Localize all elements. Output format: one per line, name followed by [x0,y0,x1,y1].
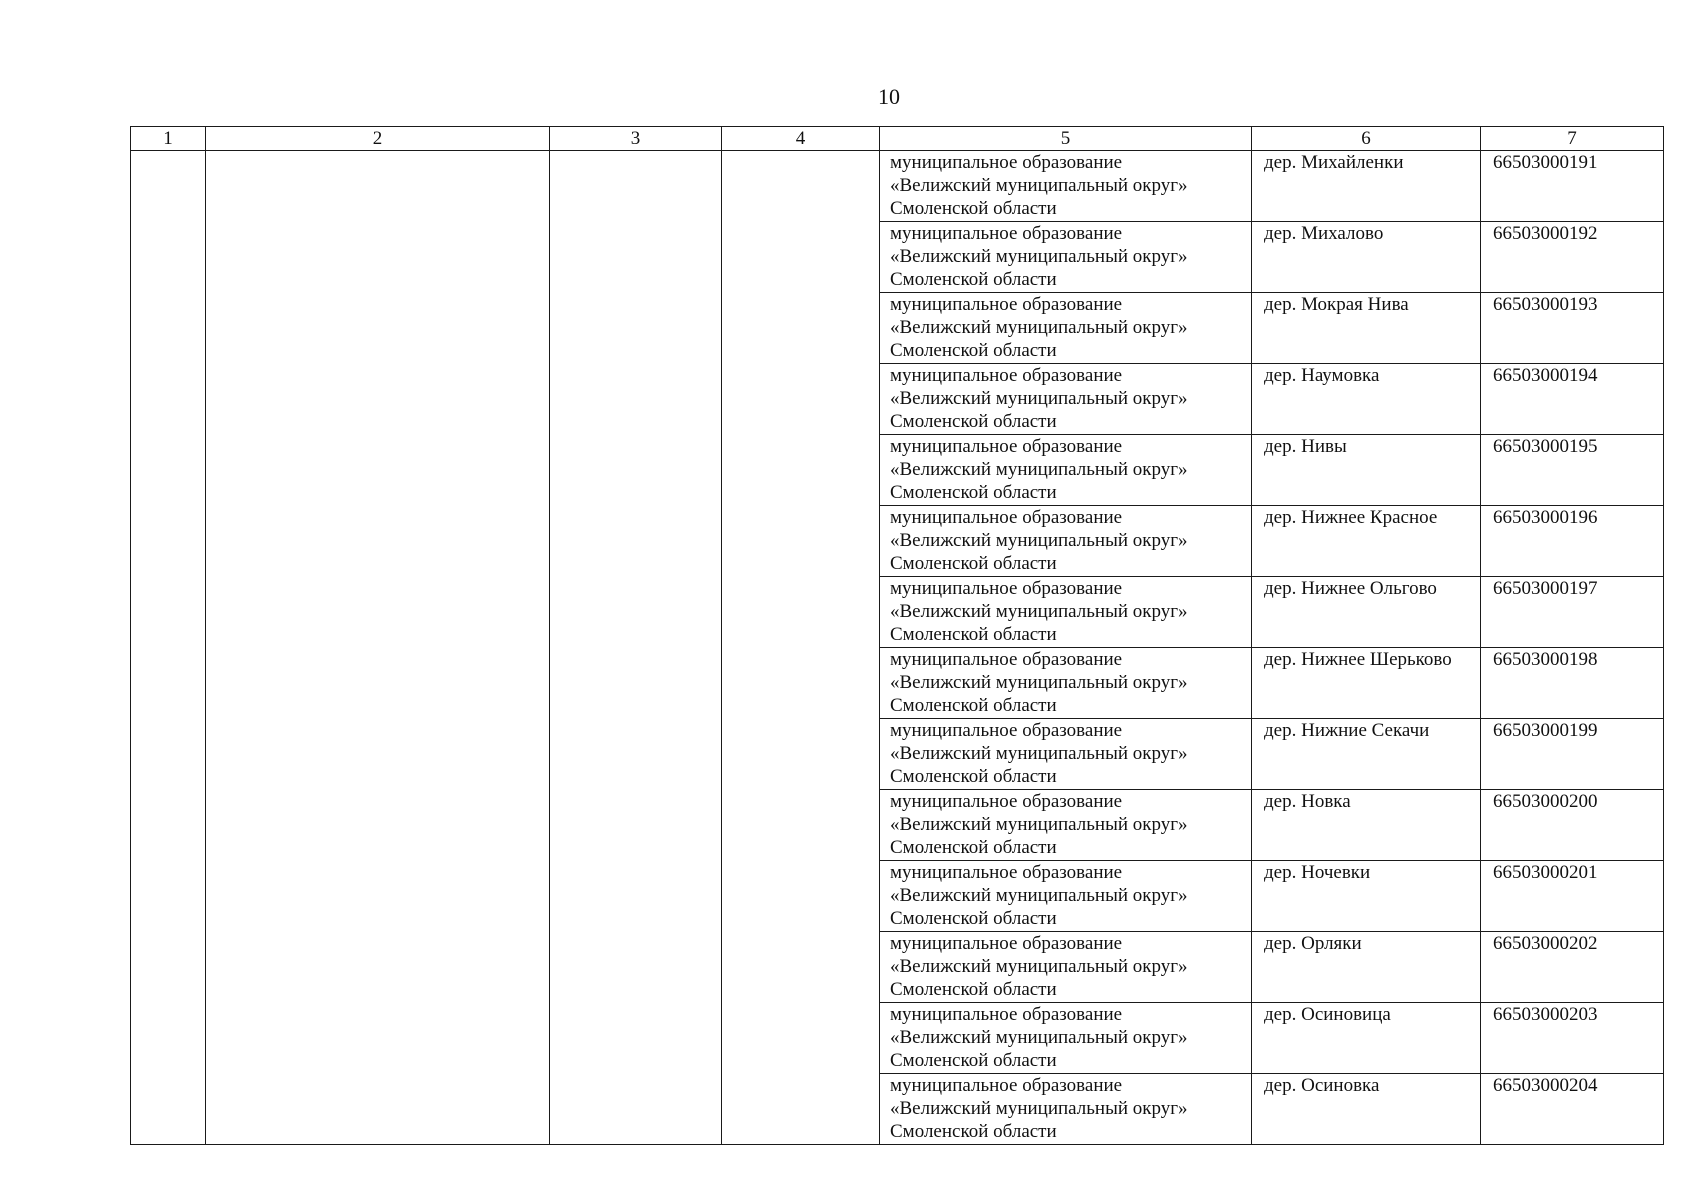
column-number: 7 [1481,127,1664,151]
municipal-entity-cell [880,1074,1252,1145]
column-number: 2 [206,127,550,151]
entity-line: «Велижский муниципальный округ» [890,175,1188,196]
empty-cell-col1 [131,151,206,1145]
empty-cell-col4 [722,151,880,1145]
settlement-name: дер. Нивы [1252,435,1481,506]
oktmo-code: 66503000194 [1481,364,1664,435]
settlement-name: дер. Осиновка [1252,1074,1481,1145]
entity-line: «Велижский муниципальный округ» [890,956,1188,977]
municipal-entity-cell [880,151,1252,222]
entity-line: «Велижский муниципальный округ» [890,1027,1188,1048]
entity-line: Смоленской области [890,482,1057,503]
entity-line: Смоленской области [890,1050,1057,1071]
oktmo-code: 66503000202 [1481,932,1664,1003]
entity-line: муниципальное образование [890,152,1123,173]
entity-line: «Велижский муниципальный округ» [890,530,1188,551]
settlement-name: дер. Михалово [1252,222,1481,293]
entity-line: муниципальное образование [890,1075,1123,1096]
entity-line: муниципальное образование [890,1004,1123,1025]
entity-line: Смоленской области [890,695,1057,716]
entity-line: Смоленской области [890,837,1057,858]
entity-line: Смоленской области [890,624,1057,645]
entity-line: «Велижский муниципальный округ» [890,388,1188,409]
entity-line: «Велижский муниципальный округ» [890,672,1188,693]
entity-line: «Велижский муниципальный округ» [890,743,1188,764]
empty-cell-col3 [550,151,722,1145]
entity-line: муниципальное образование [890,933,1123,954]
entity-line: Смоленской области [890,340,1057,361]
municipal-entity-cell [880,932,1252,1003]
entity-line: муниципальное образование [890,862,1123,883]
settlement-name: дер. Нижнее Шерьково [1252,648,1481,719]
table-row [131,151,1664,222]
table-body [131,151,1664,1145]
settlement-name: дер. Мокрая Нива [1252,293,1481,364]
oktmo-code: 66503000191 [1481,151,1664,222]
entity-line: «Велижский муниципальный округ» [890,814,1188,835]
oktmo-code: 66503000201 [1481,861,1664,932]
entity-line: муниципальное образование [890,578,1123,599]
oktmo-code: 66503000195 [1481,435,1664,506]
entity-line: Смоленской области [890,766,1057,787]
settlements-table [130,126,1664,1145]
municipal-entity-cell [880,435,1252,506]
oktmo-code: 66503000196 [1481,506,1664,577]
municipal-entity-cell [880,222,1252,293]
settlement-name: дер. Осиновица [1252,1003,1481,1074]
entity-line: муниципальное образование [890,223,1123,244]
oktmo-code: 66503000200 [1481,790,1664,861]
settlement-name: дер. Наумовка [1252,364,1481,435]
entity-line: «Велижский муниципальный округ» [890,601,1188,622]
entity-line: Смоленской области [890,1121,1057,1142]
entity-line: муниципальное образование [890,720,1123,741]
municipal-entity-cell [880,506,1252,577]
municipal-entity-cell [880,364,1252,435]
oktmo-code: 66503000204 [1481,1074,1664,1145]
column-number: 3 [550,127,722,151]
entity-line: «Велижский муниципальный округ» [890,1098,1188,1119]
settlement-name: дер. Нижнее Ольгово [1252,577,1481,648]
column-number: 4 [722,127,880,151]
column-number: 6 [1252,127,1481,151]
entity-line: Смоленской области [890,198,1057,219]
municipal-entity-cell [880,293,1252,364]
empty-cell-col2 [206,151,550,1145]
column-number: 5 [880,127,1252,151]
oktmo-code: 66503000199 [1481,719,1664,790]
settlement-name: дер. Новка [1252,790,1481,861]
settlement-name: дер. Нижнее Красное [1252,506,1481,577]
entity-line: Смоленской области [890,553,1057,574]
municipal-entity-cell [880,861,1252,932]
entity-line: муниципальное образование [890,294,1123,315]
entity-line: Смоленской области [890,908,1057,929]
entity-line: муниципальное образование [890,649,1123,670]
settlement-name: дер. Ночевки [1252,861,1481,932]
entity-line: Смоленской области [890,979,1057,1000]
oktmo-code: 66503000193 [1481,293,1664,364]
oktmo-code: 66503000203 [1481,1003,1664,1074]
settlement-name: дер. Орляки [1252,932,1481,1003]
entity-line: Смоленской области [890,411,1057,432]
municipal-entity-cell [880,577,1252,648]
municipal-entity-cell [880,648,1252,719]
settlement-name: дер. Михайленки [1252,151,1481,222]
entity-line: муниципальное образование [890,507,1123,528]
oktmo-code: 66503000192 [1481,222,1664,293]
entity-line: муниципальное образование [890,365,1123,386]
column-number-row [131,127,1664,151]
oktmo-code: 66503000198 [1481,648,1664,719]
entity-line: Смоленской области [890,269,1057,290]
entity-line: «Велижский муниципальный округ» [890,885,1188,906]
entity-line: «Велижский муниципальный округ» [890,246,1188,267]
settlement-name: дер. Нижние Секачи [1252,719,1481,790]
oktmo-code: 66503000197 [1481,577,1664,648]
page-number: 10 [878,84,900,109]
municipal-entity-cell [880,790,1252,861]
entity-line: муниципальное образование [890,436,1123,457]
entity-line: «Велижский муниципальный округ» [890,317,1188,338]
column-number: 1 [131,127,206,151]
municipal-entity-cell [880,719,1252,790]
entity-line: муниципальное образование [890,791,1123,812]
municipal-entity-cell [880,1003,1252,1074]
entity-line: «Велижский муниципальный округ» [890,459,1188,480]
